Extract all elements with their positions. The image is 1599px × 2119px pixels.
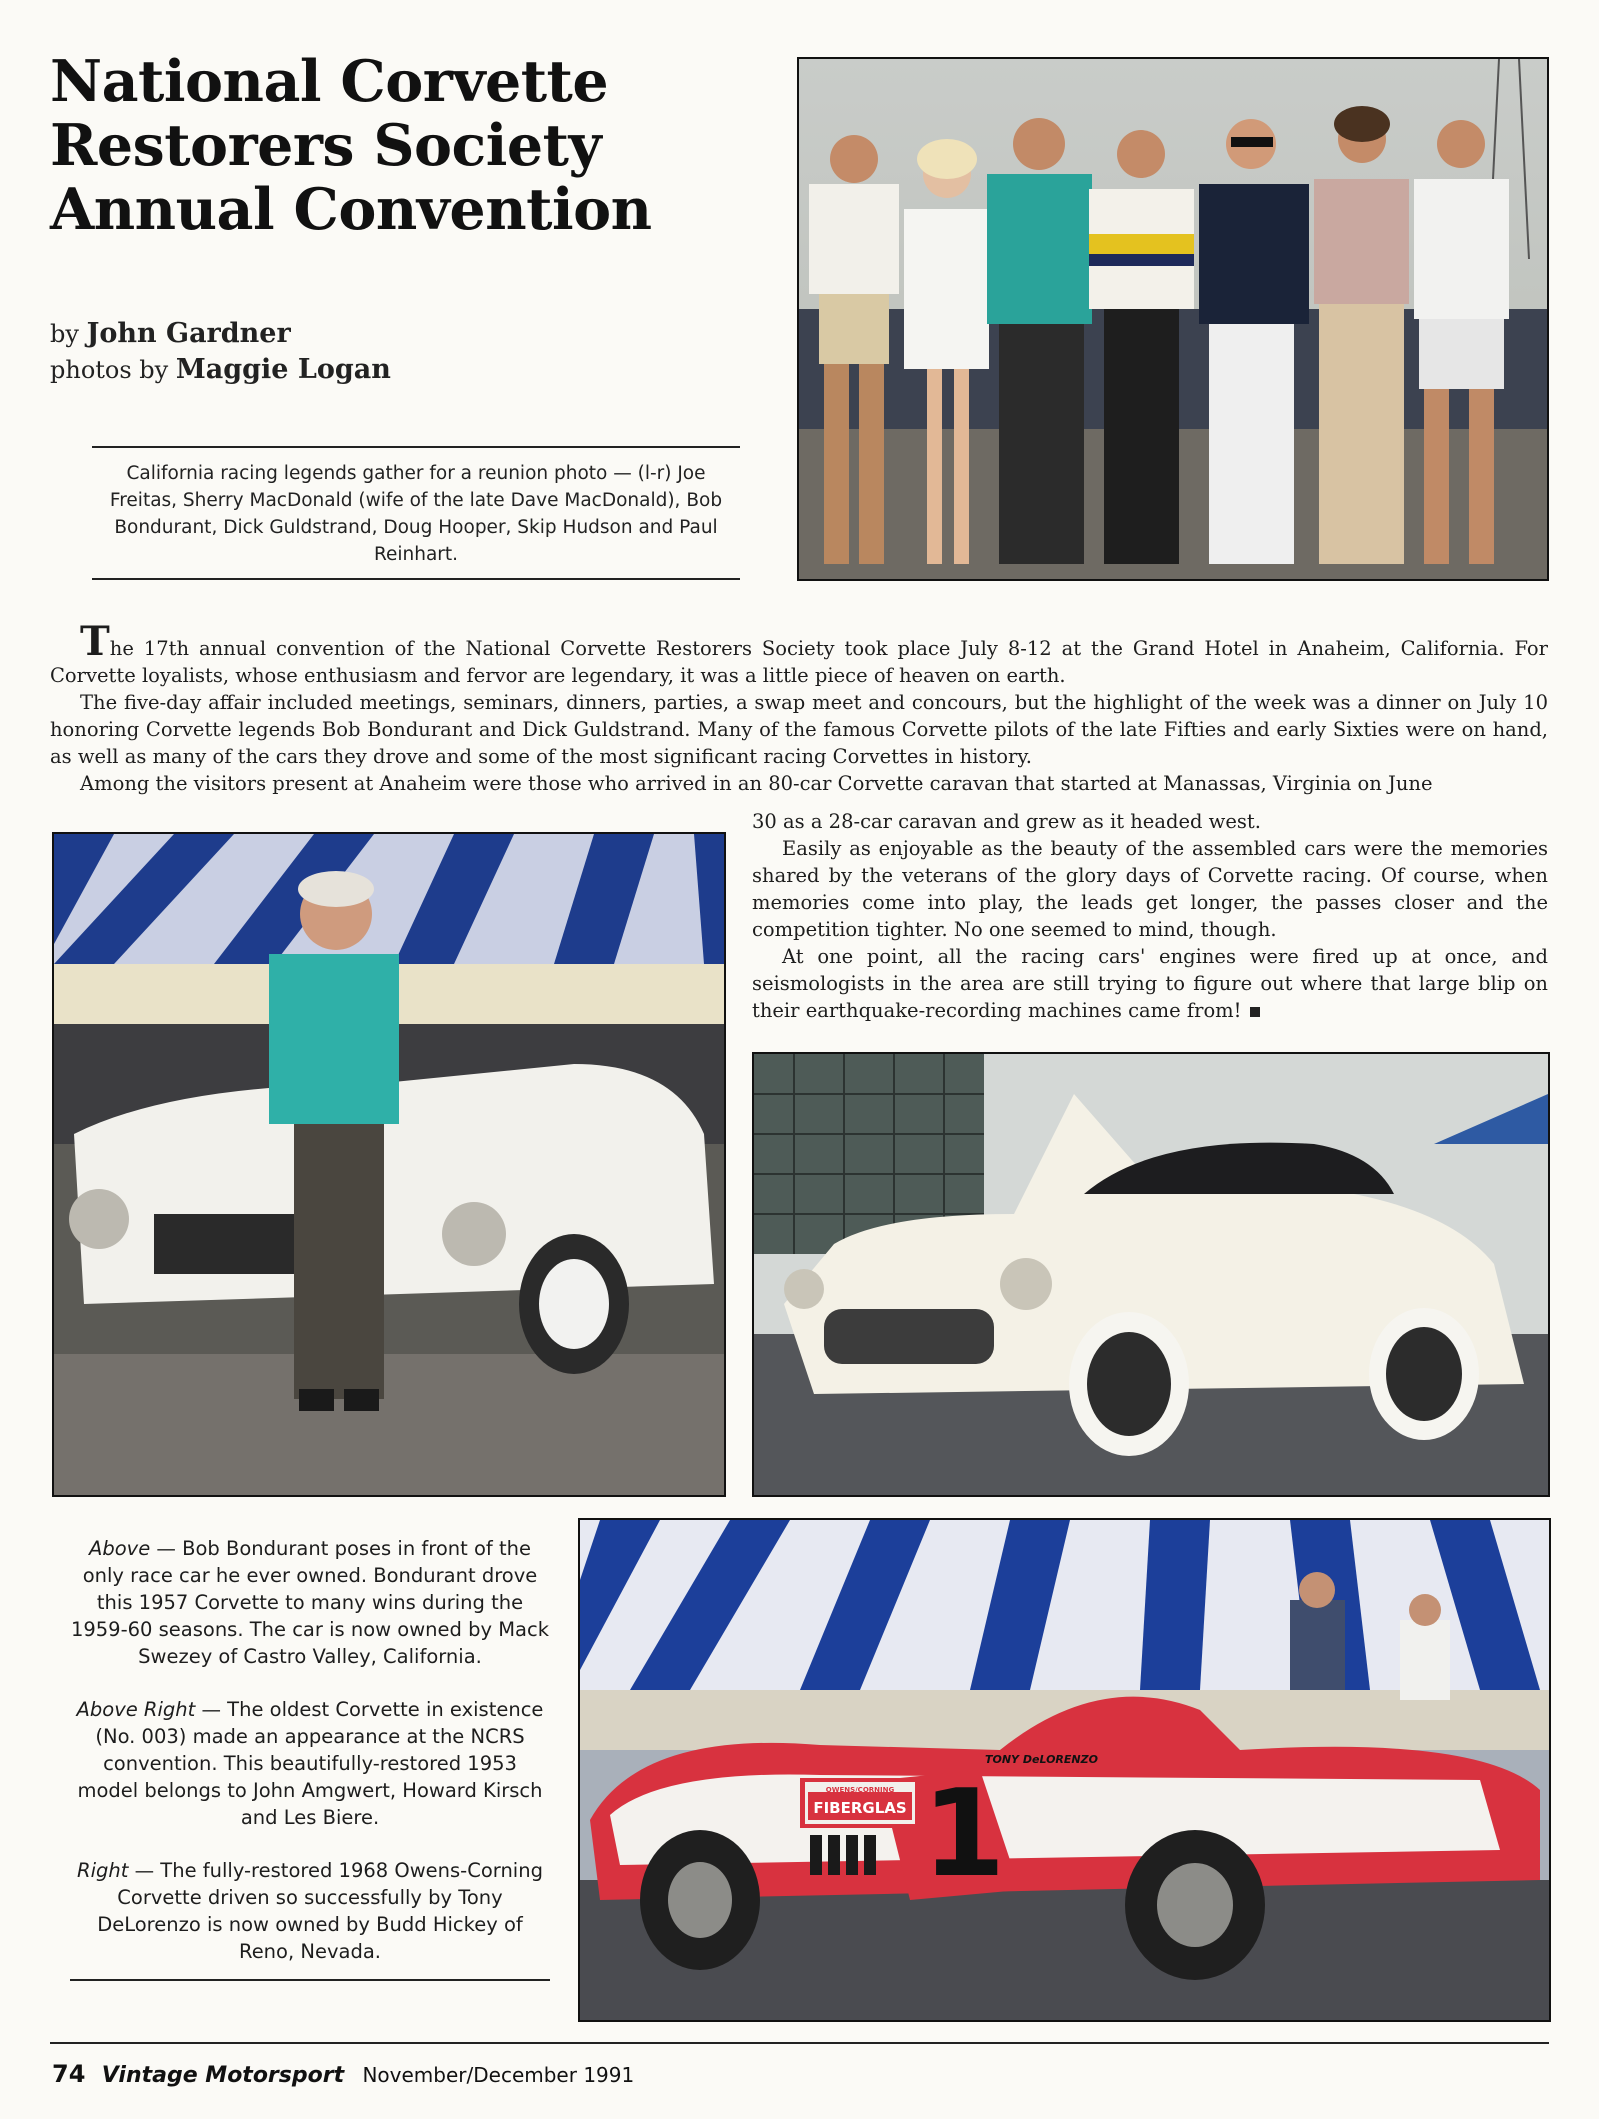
oldest-corvette-photo <box>752 1052 1550 1497</box>
by-prefix: by <box>50 320 79 348</box>
paragraph: 30 as a 28-car caravan and grew as it headed west. <box>752 810 1261 833</box>
photographer-name: Maggie Logan <box>175 354 391 385</box>
race-car-number: 1 <box>922 1765 1006 1904</box>
drop-cap: T <box>80 618 110 665</box>
paragraph: The five-day affair included meetings, seminars, dinners, parties, a swap meet and concours, but the highlight of the week was a dinner on July 10 honoring Corvette legends Bob Bondurant and Dick Guldstrand. Many of the famous Corvette pilots of the late Fifties and early Sixties were on hand, as well as many of the cars they drove and some of the most significant racing Corvettes in history. <box>50 691 1548 768</box>
title-line: Annual Convention <box>50 176 652 243</box>
author-name: John Gardner <box>86 318 291 349</box>
group-photo <box>797 57 1549 581</box>
owens-corning-corvette-photo <box>578 1518 1551 2022</box>
page-number: 74 <box>52 2060 86 2088</box>
paragraph: At one point, all the racing cars' engines were fired up at once, and seismologists in the area are still trying to figure out where that large blip on their earthquake-recording machines came from! <box>752 945 1548 1022</box>
paragraph: The 17th annual convention of the National Corvette Restorers Society took place July 8-12 at the Grand Hotel in Anaheim, California. For Corvette loyalists, whose enthusiasm and fervor are legendary, it was a little piece of heaven on earth. <box>50 618 1548 687</box>
sponsor-top: OWENS/CORNING <box>825 1786 895 1794</box>
paragraph: Among the visitors present at Anaheim were those who arrived in an 80-car Corvette caravan that started at Manassas, Virginia on June <box>80 772 1433 795</box>
caption-above-right: Above Right — The oldest Corvette in existence (No. 003) made an appearance at the NCRS convention. This beautifully-restored 1953 model belongs to John Amgwert, Howard Kirsch and Les Biere. <box>76 1698 544 1829</box>
sponsor-name: FIBERGLAS <box>813 1799 907 1817</box>
article-body <box>50 618 1548 797</box>
page-footer <box>52 2060 634 2088</box>
photo-captions <box>70 1535 550 1981</box>
title-line: National Corvette <box>50 48 609 115</box>
race-car-driver: TONY DeLORENZO <box>985 1753 1098 1766</box>
caption-right: Right — The fully-restored 1968 Owens-Corning Corvette driven so successfully by Tony DeLorenzo is now owned by Budd Hickey of Reno, Nevada. <box>77 1859 543 1963</box>
footer-divider <box>50 2042 1549 2044</box>
title-line: Restorers Society <box>50 112 602 179</box>
caption-above: Above — Bob Bondurant poses in front of the only race car he ever owned. Bondurant drove this 1957 Corvette to many wins during the 1959-60 seasons. The car is now owned by Mack Swezey of Castro Valley, California. <box>70 1537 550 1668</box>
byline <box>50 316 391 388</box>
magazine-name: Vintage Motorsport <box>101 2063 345 2088</box>
article-title <box>50 50 770 242</box>
end-mark-icon <box>1250 1007 1260 1017</box>
article-body-column <box>752 808 1548 1024</box>
photos-prefix: photos by <box>50 356 169 384</box>
group-photo-caption: California racing legends gather for a reunion photo — (l-r) Joe Freitas, Sherry MacDonald (wife of the late Dave MacDonald), Bob Bondurant, Dick Guldstrand, Doug Hooper, Skip Hudson and Paul Reinhart. <box>92 446 740 580</box>
paragraph: Easily as enjoyable as the beauty of the assembled cars were the memories shared by the veterans of the glory days of Corvette racing. Of course, when memories come into play, the leads get longer, the passes closer and the competition tighter. No one seemed to mind, though. <box>752 837 1548 941</box>
bondurant-photo <box>52 832 726 1497</box>
issue-date: November/December 1991 <box>362 2063 635 2087</box>
